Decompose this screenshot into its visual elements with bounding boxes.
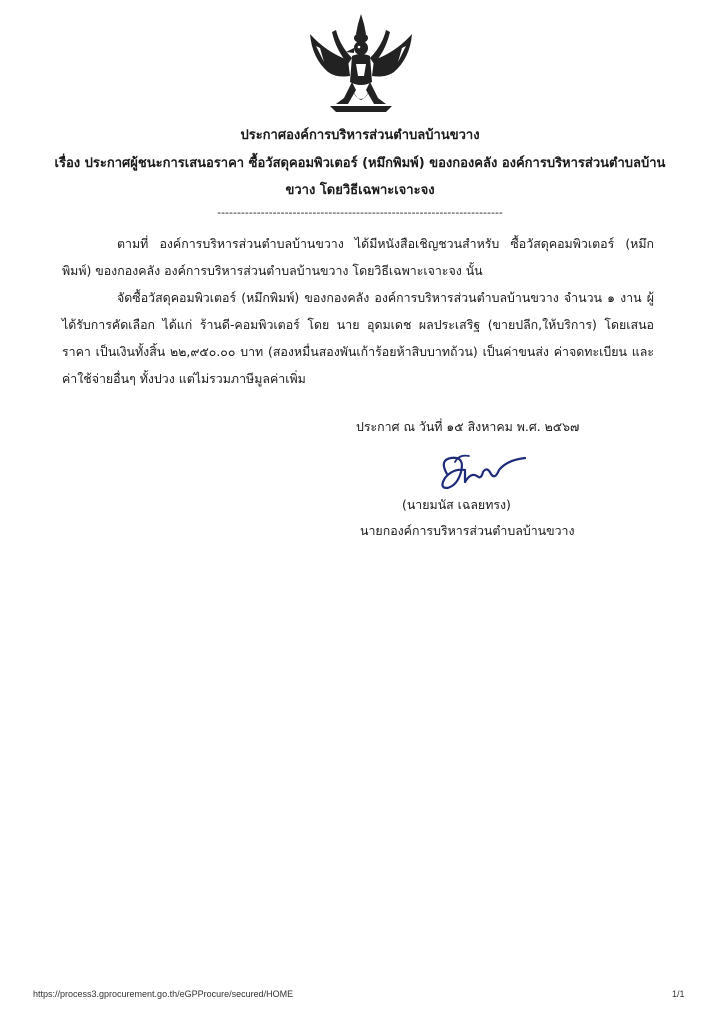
signer-position: นายกองค์การบริหารส่วนตำบลบ้านขวาง bbox=[360, 523, 575, 538]
paragraph-invitation: ตามที่ องค์การบริหารส่วนตำบลบ้านขวาง ได้มีหนังสือเชิญชวนสำหรับ ซื้อวัสดุคอมพิวเตอร์ (หมึกพิมพ์) ของกองคลัง องค์การบริหารส่วนตำบลบ้านขวาง โดยวิธีเฉพาะเจาะจง นั้น bbox=[62, 236, 654, 278]
announcement-date: ประกาศ ณ วันที่ ๑๕ สิงหาคม พ.ศ. ๒๕๖๗ bbox=[356, 419, 580, 434]
handwritten-signature bbox=[425, 450, 535, 495]
garuda-emblem-icon bbox=[306, 12, 416, 117]
document-title: ประกาศองค์การบริหารส่วนตำบลบ้านขวาง bbox=[240, 128, 480, 143]
paragraph-award: จัดซื้อวัสดุคอมพิวเตอร์ (หมึกพิมพ์) ของกองคลัง องค์การบริหารส่วนตำบลบ้านขวาง จำนวน ๑ งาน ผู้ได้รับการคัดเลือก ได้แก่ ร้านดี-คอมพิวเตอร์ โดย นาย อุดมเดช ผลประเสริฐ (ขายปลีก,ให้บริการ) โดยเสนอราคา เป็นเงินทั้งสิ้น ๒๒,๙๕๐.๐๐ บาท (สองหมื่นสองพันเก้าร้อยห้าสิบบาทถ้วน) เป็นค่าขนส่ง ค่าจดทะเบียน และค่าใช้จ่ายอื่นๆ ทั้งปวง แต่ไม่รวมภาษีมูลค่าเพิ่ม bbox=[62, 290, 654, 386]
footer-page-number: 1/1 bbox=[672, 989, 685, 999]
document-subject: เรื่อง ประกาศผู้ชนะการเสนอราคา ซื้อวัสดุคอมพิวเตอร์ (หมึกพิมพ์) ของกองคลัง องค์การบริหารส่วนตำบลบ้านขวาง โดยวิธีเฉพาะเจาะจง bbox=[54, 156, 666, 198]
footer-url: https://process3.gprocurement.go.th/eGPProcure/secured/HOME bbox=[33, 989, 294, 999]
divider-line: ------------------------------------------------------------------------ bbox=[217, 206, 503, 219]
signer-name: (นายมนัส เฉลยทรง) bbox=[402, 497, 511, 512]
